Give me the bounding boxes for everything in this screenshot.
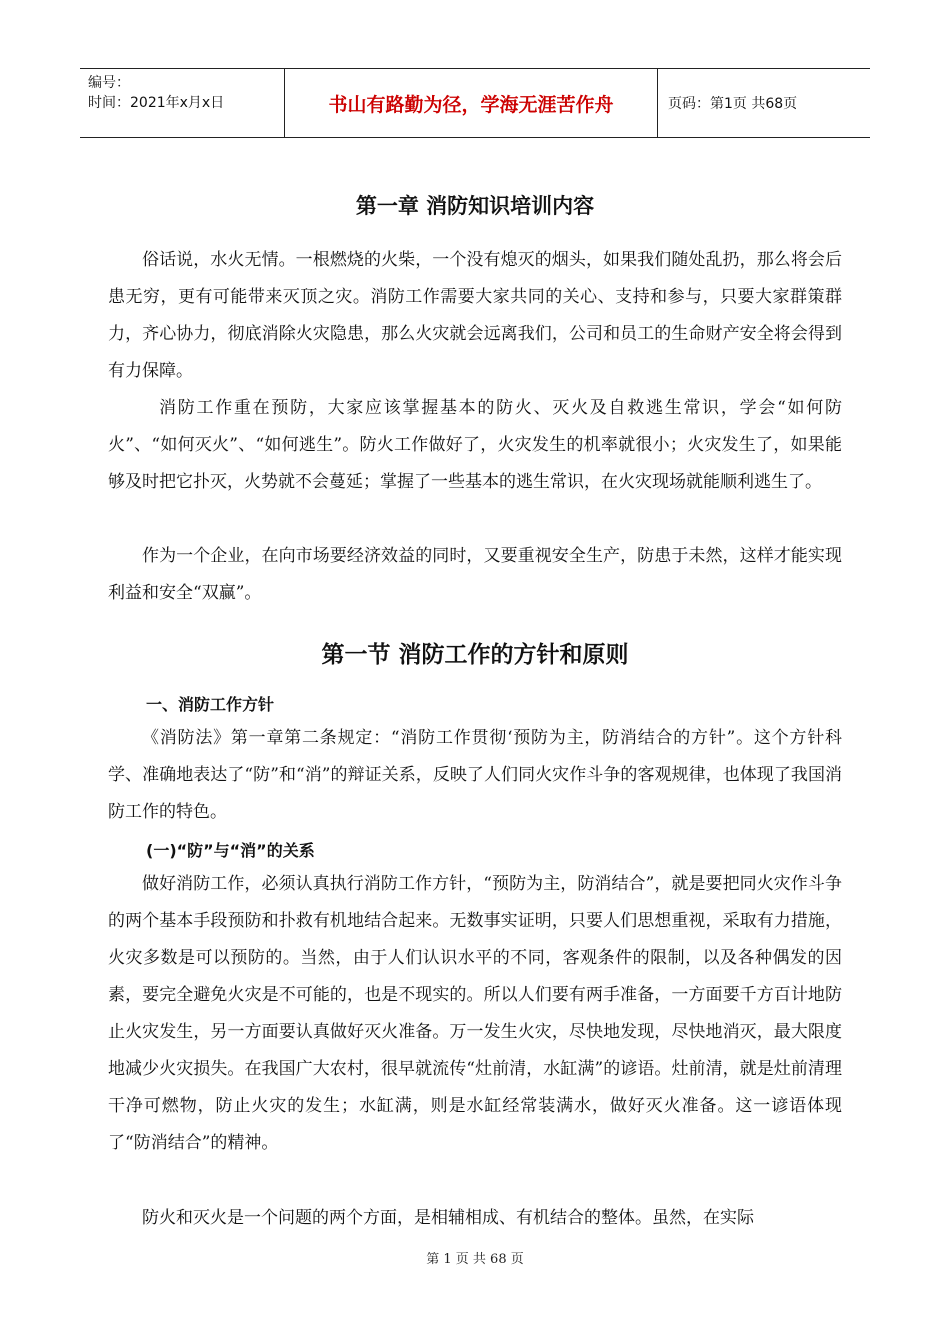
header-meta (80, 69, 285, 137)
paragraph-3: 作为一个企业，在向市场要经济效益的同时，又要重视安全生产，防患于未然，这样才能实现利益和安全“双赢”。 (108, 546, 842, 603)
paragraph-6: 防火和灭火是一个问题的两个方面，是相辅相成、有机结合的整体。虽然，在实际 (142, 1208, 754, 1228)
header-motto: 书山有路勤为径，学海无涯苦作舟 (285, 69, 658, 137)
subheading-relation: (一)“防”与“消”的关系 (146, 841, 315, 860)
page-footer: 第 1 页 共 68 页 (426, 1252, 524, 1267)
chapter-title: 第一章 消防知识培训内容 (355, 194, 595, 218)
paragraph-5: 做好消防工作，必须认真执行消防工作方针，“预防为主，防消结合”，就是要把同火灾作斗争的两个基本手段预防和扑救有机地结合起来。无数事实证明，只要人们思想重视，采取有力措施，火灾多数是可以预防的。当然，由于人们认识水平的不同，客观条件的限制，以及各种偶发的因素，要完全避免火灾是不可能的，也是不现实的。所以人们要有两手准备，一方面要千方百计地防止火灾发生，另一方面要认真做好灭火准备。万一发生火灾，尽快地发现，尽快地消灭，最大限度地减少火灾损失。在我国广大农村，很早就流传“灶前清，水缸满”的谚语。灶前清，就是灶前清理干净可燃物，防止火灾的发生；水缸满，则是水缸经常装满水，做好灭火准备。这一谚语体现了“防消结合”的精神。 (108, 874, 842, 1153)
number-label: 编号： (88, 75, 130, 91)
paragraph-4: 《消防法》第一章第二条规定：“消防工作贯彻‘预防为主，防消结合的方针”。这个方针科学、准确地表达了“防”和“消”的辩证关系，反映了人们同火灾作斗争的客观规律，也体现了我国消防工作的特色。 (108, 728, 842, 822)
paragraph-2: 消防工作重在预防，大家应该掌握基本的防火、灭火及自救逃生常识，学会“如何防火”、“如何灭火”、“如何逃生”。防火工作做好了，火灾发生的机率就很小；火灾发生了，如果能够及时把它扑灭，火势就不会蔓延；掌握了一些基本的逃生常识，在火灾现场就能顺利逃生了。 (108, 398, 842, 492)
time-label: 时间：2021年x月x日 (88, 95, 225, 111)
page-header (80, 68, 870, 138)
section-title: 第一节 消防工作的方针和原则 (321, 642, 629, 668)
paragraph-1: 俗话说，水火无情。一根燃烧的火柴，一个没有熄灭的烟头，如果我们随处乱扔，那么将会后患无穷，更有可能带来灭顶之灾。消防工作需要大家共同的关心、支持和参与，只要大家群策群力，齐心协力，彻底消除火灾隐患，那么火灾就会远离我们，公司和员工的生命财产安全将会得到有力保障。 (108, 250, 842, 381)
subheading-policy: 一、消防工作方针 (146, 695, 275, 714)
header-page-info: 页码：第1页 共68页 (668, 96, 798, 112)
